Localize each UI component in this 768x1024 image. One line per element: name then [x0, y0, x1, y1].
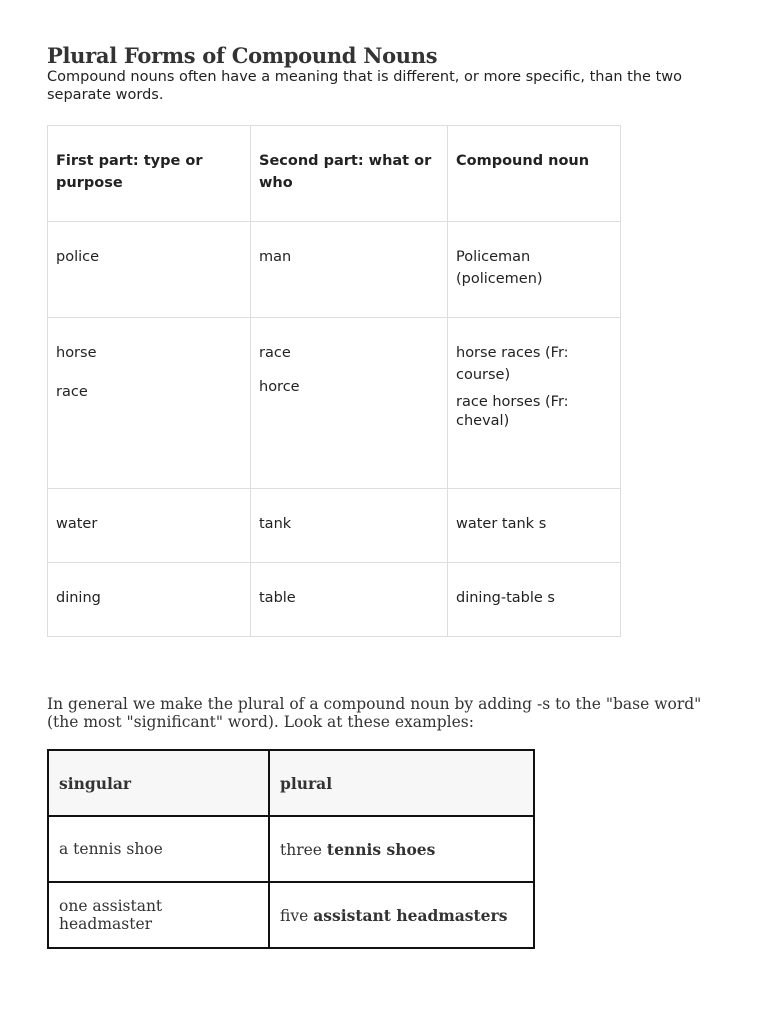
plural-bold: tennis shoes — [326, 839, 436, 859]
cell-compound-noun: Policeman (policemen) — [448, 222, 621, 318]
cell-compound-noun: water tank s — [448, 489, 621, 563]
header-first-part: First part: type or purpose — [48, 126, 251, 222]
table-row — [48, 222, 621, 318]
plural-prefix: five — [280, 906, 314, 925]
cell-first-part: water — [48, 489, 251, 563]
cell-singular: one assistant headmaster — [48, 882, 269, 948]
plural-prefix: three — [280, 840, 327, 859]
cell-first-part — [48, 318, 251, 489]
cell-second-part — [251, 318, 448, 489]
table-row — [48, 816, 534, 882]
table-row — [48, 882, 534, 948]
intro-text: Compound nouns often have a meaning that is different, or more specific, than the two separate words. — [47, 69, 682, 103]
cell-plural — [269, 816, 534, 882]
cell-second-part: table — [251, 563, 448, 637]
explanation-paragraph: In general we make the plural of a compound noun by adding -s to the "base word" (the most "significant" word). Look at these examples: — [47, 695, 702, 731]
cell-line: horse races (Fr: course) — [456, 345, 569, 383]
table-header-row — [48, 126, 621, 222]
table-row — [48, 318, 621, 489]
compound-nouns-table — [47, 125, 621, 637]
cell-line: race horses (Fr: cheval) — [456, 394, 569, 429]
cell-second-part: tank — [251, 489, 448, 563]
table-row — [48, 489, 621, 563]
header-singular: singular — [48, 750, 269, 816]
header-plural: plural — [269, 750, 534, 816]
plural-bold: assistant headmasters — [313, 905, 508, 925]
cell-line: race — [259, 345, 291, 361]
table-row — [48, 563, 621, 637]
cell-line: horse — [56, 345, 97, 361]
cell-second-part: man — [251, 222, 448, 318]
header-second-part: Second part: what or who — [251, 126, 448, 222]
cell-plural — [269, 882, 534, 948]
table-header-row — [48, 750, 534, 816]
cell-line: horce — [259, 379, 300, 395]
cell-first-part: police — [48, 222, 251, 318]
cell-compound-noun — [448, 318, 621, 489]
cell-compound-noun: dining-table s — [448, 563, 621, 637]
cell-line: race — [56, 384, 88, 400]
cell-singular: a tennis shoe — [48, 816, 269, 882]
page-title: Plural Forms of Compound Nouns — [47, 43, 438, 68]
cell-first-part: dining — [48, 563, 251, 637]
plural-examples-table — [47, 749, 535, 949]
header-compound-noun: Compound noun — [448, 126, 621, 222]
